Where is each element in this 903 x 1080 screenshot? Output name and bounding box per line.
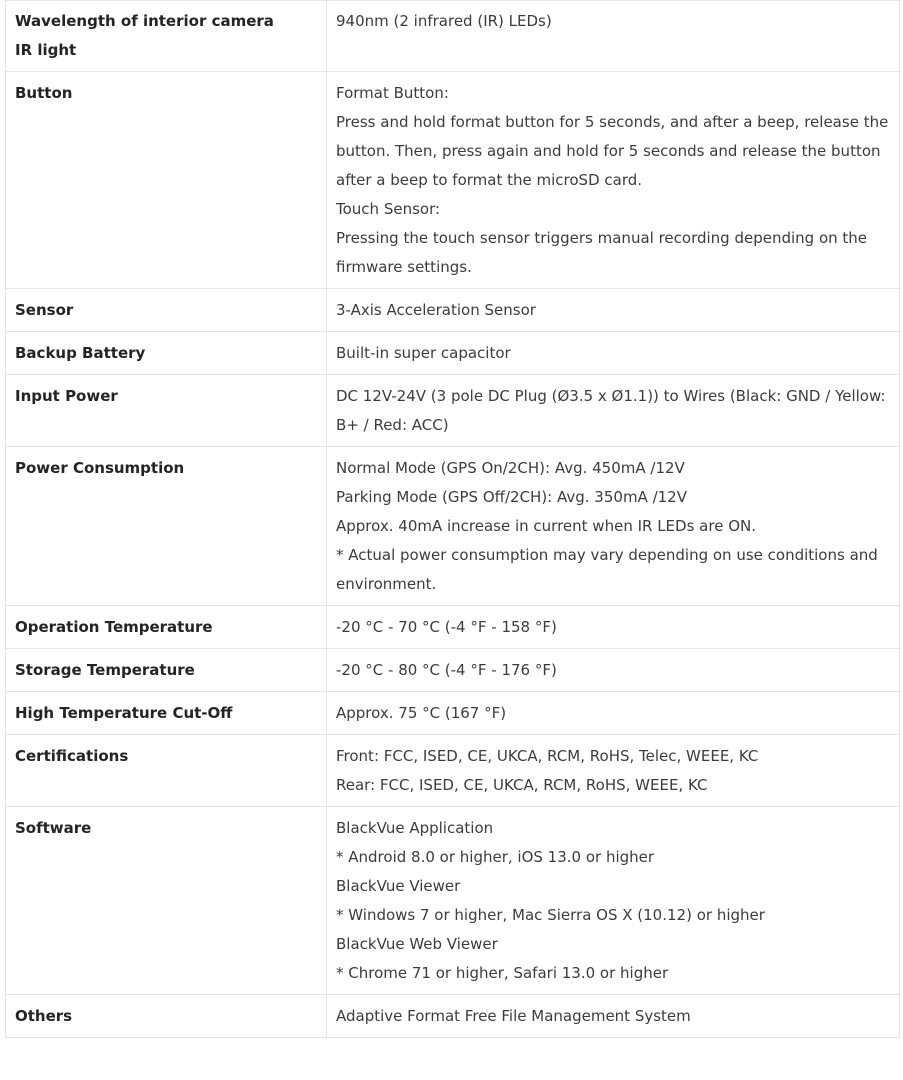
spec-row-software [6, 807, 900, 995]
spec-value-line: Approx. 40mA increase in current when IR LEDs are ON. [336, 517, 756, 535]
spec-value-line: BlackVue Application [336, 819, 494, 837]
spec-table [5, 0, 900, 1038]
spec-row-high-temp-cutoff [6, 692, 900, 735]
spec-value [327, 692, 900, 735]
spec-value-line: * Android 8.0 or higher, iOS 13.0 or higher [336, 848, 655, 866]
spec-value-line: Press and hold format button for 5 seconds, and after a beep, release the button. Then, press again and hold for 5 seconds and release the button after a beep to format the microSD card. [336, 113, 889, 189]
spec-value-line: Built-in super capacitor [336, 344, 511, 362]
spec-value-line: -20 °C - 70 °C (-4 °F - 158 °F) [336, 618, 557, 636]
spec-value [327, 72, 900, 289]
spec-label: Certifications [6, 735, 327, 807]
spec-value-line: * Actual power consumption may vary depending on use conditions and environment. [336, 546, 878, 593]
spec-value [327, 375, 900, 447]
spec-value-line: Format Button: [336, 84, 449, 102]
spec-value-line: Adaptive Format Free File Management System [336, 1007, 691, 1025]
spec-label: Wavelength of interior camera IR light [6, 1, 327, 72]
spec-value [327, 332, 900, 375]
spec-row-power-consumption [6, 447, 900, 606]
spec-row-certifications [6, 735, 900, 807]
spec-value-line: DC 12V-24V (3 pole DC Plug (Ø3.5 x Ø1.1)) to Wires (Black: GND / Yellow: B+ / Red: ACC) [336, 387, 886, 434]
spec-value [327, 735, 900, 807]
spec-label: Storage Temperature [6, 649, 327, 692]
spec-row-input-power [6, 375, 900, 447]
spec-value-line: Pressing the touch sensor triggers manual recording depending on the firmware settings. [336, 229, 868, 276]
spec-label: Button [6, 72, 327, 289]
spec-value-line: Normal Mode (GPS On/2CH): Avg. 450mA /12V [336, 459, 685, 477]
spec-value-line: -20 °C - 80 °C (-4 °F - 176 °F) [336, 661, 557, 679]
spec-label: Power Consumption [6, 447, 327, 606]
spec-row-others [6, 995, 900, 1038]
spec-row-operation-temperature [6, 606, 900, 649]
spec-value-line: Rear: FCC, ISED, CE, UKCA, RCM, RoHS, WEEE, KC [336, 776, 708, 794]
spec-value [327, 649, 900, 692]
spec-row-storage-temperature [6, 649, 900, 692]
spec-value-line: * Chrome 71 or higher, Safari 13.0 or higher [336, 964, 669, 982]
spec-row-backup-battery [6, 332, 900, 375]
spec-row-ir-wavelength [6, 1, 900, 72]
spec-label: Input Power [6, 375, 327, 447]
spec-value-line: 3-Axis Acceleration Sensor [336, 301, 536, 319]
spec-value-line: Touch Sensor: [336, 200, 441, 218]
spec-value-line: Approx. 75 °C (167 °F) [336, 704, 507, 722]
spec-label: Others [6, 995, 327, 1038]
spec-value-line: Parking Mode (GPS Off/2CH): Avg. 350mA /12V [336, 488, 687, 506]
spec-label: Operation Temperature [6, 606, 327, 649]
spec-value [327, 995, 900, 1038]
spec-value-line: BlackVue Viewer [336, 877, 461, 895]
spec-value [327, 807, 900, 995]
spec-label: Sensor [6, 289, 327, 332]
spec-row-sensor [6, 289, 900, 332]
spec-value [327, 1, 900, 72]
spec-value-line: 940nm (2 infrared (IR) LEDs) [336, 12, 552, 30]
spec-value-line: BlackVue Web Viewer [336, 935, 498, 953]
spec-value [327, 289, 900, 332]
spec-value [327, 606, 900, 649]
spec-label: Software [6, 807, 327, 995]
spec-row-button [6, 72, 900, 289]
spec-label: Backup Battery [6, 332, 327, 375]
spec-label: High Temperature Cut-Off [6, 692, 327, 735]
spec-value [327, 447, 900, 606]
spec-value-line: * Windows 7 or higher, Mac Sierra OS X (10.12) or higher [336, 906, 765, 924]
spec-value-line: Front: FCC, ISED, CE, UKCA, RCM, RoHS, Telec, WEEE, KC [336, 747, 759, 765]
